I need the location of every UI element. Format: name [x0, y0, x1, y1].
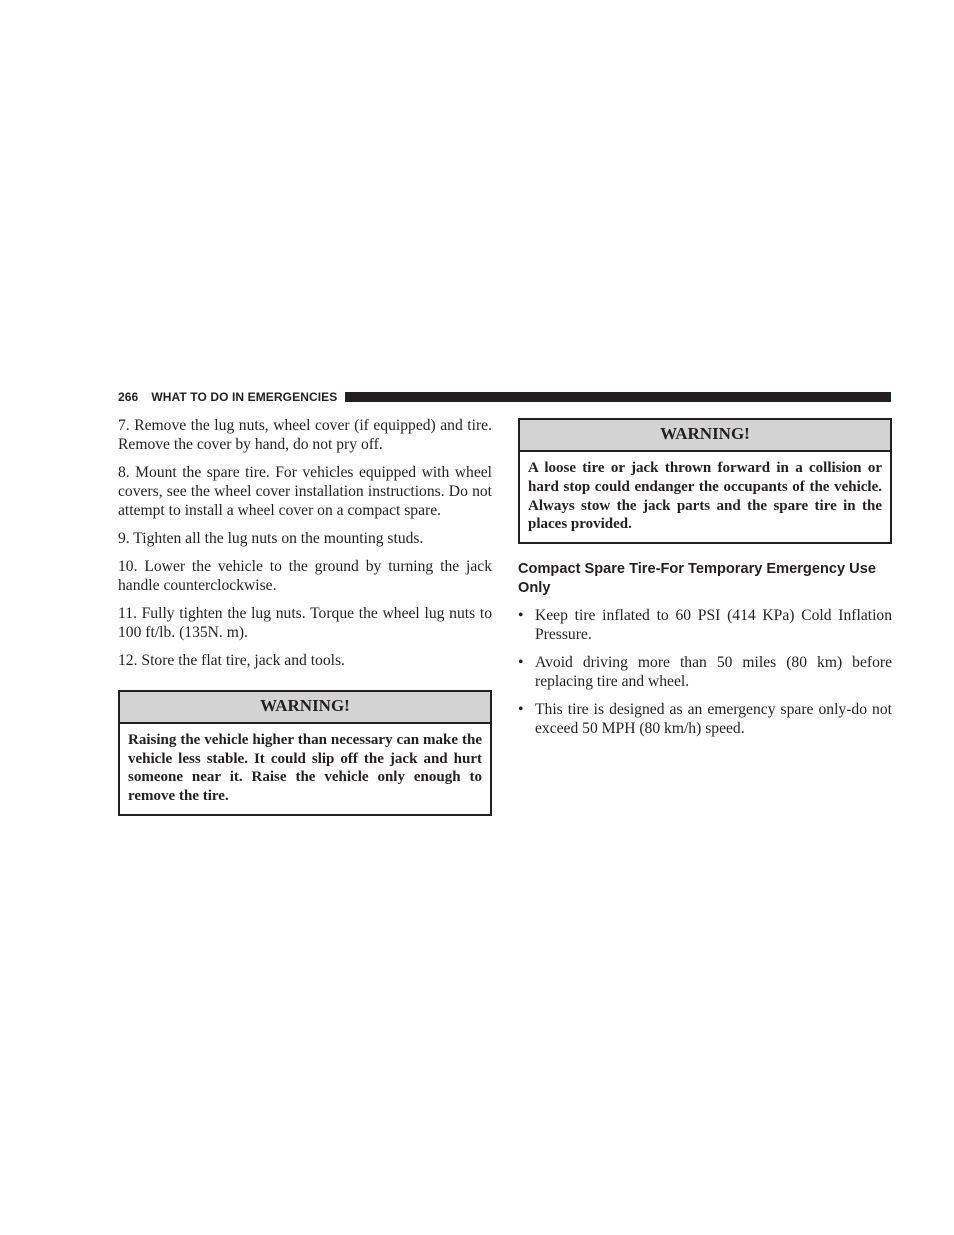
header-rule-bar	[345, 392, 891, 402]
bullet-icon: •	[518, 607, 524, 625]
warning-box-loose-tire	[518, 418, 892, 544]
warning-text: A loose tire or jack thrown forward in a collision or hard stop could endanger the occupants of the vehicle. Always stow the jack parts and the spare tire in the places provided.	[528, 460, 882, 533]
bullet-item	[518, 607, 892, 645]
step-7: 7. Remove the lug nuts, wheel cover (if equipped) and tire. Remove the cover by hand, do not pry off.	[118, 417, 492, 453]
step-10: 10. Lower the vehicle to the ground by turning the jack handle counterclockwise.	[118, 557, 492, 594]
bullet-text: This tire is designed as an emergency spare only-do not exceed 50 MPH (80 km/h) speed.	[535, 701, 892, 737]
bullet-item	[518, 654, 892, 692]
right-column	[518, 417, 892, 748]
section-title: WHAT TO DO IN EMERGENCIES	[151, 390, 338, 404]
warning-title: WARNING!	[520, 420, 890, 452]
step-11: 11. Fully tighten the lug nuts. Torque the wheel lug nuts to 100 ft/lb. (135N. m).	[118, 604, 492, 641]
bullet-text: Keep tire inflated to 60 PSI (414 KPa) Cold Inflation Pressure.	[535, 607, 892, 643]
compact-spare-heading: Compact Spare Tire-For Temporary Emergency Use Only	[518, 561, 876, 597]
bullet-text: Avoid driving more than 50 miles (80 km) before replacing tire and wheel.	[535, 654, 892, 690]
step-12: 12. Store the flat tire, jack and tools.	[118, 651, 345, 669]
bullet-item	[518, 701, 892, 739]
bullet-icon: •	[518, 701, 524, 719]
step-9: 9. Tighten all the lug nuts on the mounting studs.	[118, 529, 424, 547]
bullet-icon: •	[518, 654, 524, 672]
page-header	[118, 389, 891, 405]
warning-text: Raising the vehicle higher than necessary can make the vehicle less stable. It could slip off the jack and hurt someone near it. Raise the vehicle only enough to remove the tire.	[128, 731, 482, 805]
step-8: 8. Mount the spare tire. For vehicles equipped with wheel covers, see the wheel cover installation instructions. Do not attempt to install a wheel cover on a compact spare.	[118, 463, 492, 519]
left-column	[118, 417, 492, 816]
warning-box-jack-height	[118, 690, 492, 816]
page-number: 266	[118, 390, 139, 404]
warning-title: WARNING!	[120, 692, 490, 724]
